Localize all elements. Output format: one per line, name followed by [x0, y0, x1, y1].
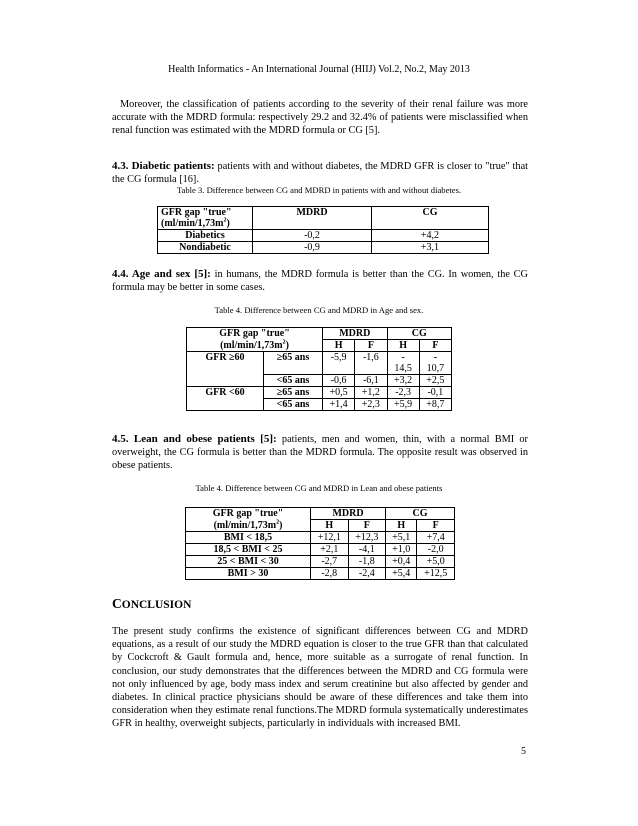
table-4b-cell: +12,5 [417, 568, 455, 580]
table-4-age: <65 ans [264, 399, 323, 411]
table-4-group [187, 399, 264, 411]
table-4b-cell: +12,3 [348, 532, 386, 544]
table-4-cell: +2,3 [355, 399, 387, 411]
table-4b-cg-f: F [417, 520, 455, 532]
table-4-mdrd-header: MDRD [323, 328, 388, 340]
table-4-cg-header: CG [387, 328, 452, 340]
table-row [187, 352, 452, 364]
table-4-cell: -5,9 [323, 352, 355, 375]
table-4b-mdrd-header: MDRD [311, 508, 386, 520]
table-4b-cg-header: CG [386, 508, 455, 520]
table-row [186, 532, 455, 544]
table-3-cg-header: CG [372, 207, 489, 230]
table-3-row-label: Nondiabetic [158, 242, 253, 254]
table-3-caption: Table 3. Difference between CG and MDRD in patients with and without diabetes. [176, 185, 462, 195]
table-4b-cell: -4,1 [348, 544, 386, 556]
table-row [186, 568, 455, 580]
table-4b-cell: -2,0 [417, 544, 455, 556]
table-3-cell: -0,2 [253, 230, 372, 242]
running-header: Health Informatics - An International Journal (HIIJ) Vol.2, No.2, May 2013 [168, 64, 470, 75]
table-4-group: GFR <60 [187, 387, 264, 399]
table-4-lean-obese [185, 507, 455, 580]
table-4b-row-label: 25 < BMI < 30 [186, 556, 311, 568]
section-4-5-paragraph [112, 433, 528, 473]
section-4-5-text: patients, men and women, thin, with a normal BMI or overweight, the CG formula is better than the MDRD formula. The opposite result was observed in obese patients. [112, 434, 528, 472]
table-4b-cell: +7,4 [417, 532, 455, 544]
table-4-age: ≥65 ans [264, 352, 323, 375]
table-4-cell: +2,5 [419, 375, 451, 387]
table-4b-cell: +2,1 [311, 544, 349, 556]
table-3-cell: -0,9 [253, 242, 372, 254]
table-row [187, 375, 452, 387]
table-4-group [187, 375, 264, 387]
table-row [158, 242, 489, 254]
table-4b-mdrd-h: H [311, 520, 349, 532]
table-4-header-line2: $(ml/\min/1,73m^2)$ [187, 340, 323, 352]
table-4-cell: +8,7 [419, 399, 451, 411]
table-4b-cell: -2,8 [311, 568, 349, 580]
table-4-age: ≥65 ans [264, 387, 323, 399]
table-4-cell: +1,2 [355, 387, 387, 399]
table-4b-header-line1: GFR gap "true" [186, 508, 311, 520]
table-3-cell: +3,1 [372, 242, 489, 254]
conclusion-paragraph: The present study confirms the existence of significant differences between CG and MDRD equations, as a result of our study the MDRD equation is closer to the true GFR than that calculated by Cockcroft & Gault formula and, hence, more suitable as a surrogate of renal function. In conclusion, our study demonstrates that the differences between the MDRD and CG formula were not only influenced by age, body mass index and serum creatinine but also affected by gender and diabetes. In clinical practice physicians should be aware of these differences and take them into consideration when they estimate renal functions.The MDRD formula systematically underestimates GFR in healthy, overweight subjects, particularly in individuals with increased BMI. [112, 626, 528, 730]
section-4-4-text: in humans, the MDRD formula is better than the CG. In women, the CG formula may be better in some cases. [112, 269, 528, 294]
section-4-4-heading: 4.4. Age and sex [5]: [112, 268, 211, 280]
table-4b-cell: +5,1 [386, 532, 417, 544]
table-4b-row-label: BMI > 30 [186, 568, 311, 580]
section-4-5-heading: 4.5. Lean and obese patients [5]: [112, 433, 277, 445]
table-4b-cell: +1,0 [386, 544, 417, 556]
table-4-cell: -0,6 [323, 375, 355, 387]
table-4-cell: -6,1 [355, 375, 387, 387]
table-4b-caption: Table 4. Difference between CG and MDRD in Lean and obese patients [195, 483, 443, 493]
intro-paragraph: Moreover, the classification of patients according to the severity of their renal failure was more accurate with the MDRD formula: respectively 29.2 and 32.4% of patients were misclassified when renal function was estimated with the MDRD formula or CG [5]. [112, 99, 528, 137]
section-4-3-heading: 4.3. Diabetic patients: [112, 160, 215, 172]
table-4-cell: 14,5 [387, 363, 419, 375]
table-row [158, 230, 489, 242]
table-4-group: GFR ≥60 [187, 352, 264, 375]
table-4-cell: -0,1 [419, 387, 451, 399]
table-4-caption: Table 4. Difference between CG and MDRD in Age and sex. [214, 305, 424, 315]
table-3-mdrd-header: MDRD [253, 207, 372, 230]
table-3-cell: +4,2 [372, 230, 489, 242]
table-4b-cg-h: H [386, 520, 417, 532]
table-4-header-line1: GFR gap "true" [187, 328, 323, 340]
section-4-4-paragraph [112, 268, 528, 294]
table-4-cell: +5,9 [387, 399, 419, 411]
table-4-cg-h: H [387, 340, 419, 352]
table-4-cell: -2,3 [387, 387, 419, 399]
table-4-age: <65 ans [264, 375, 323, 387]
table-4b-header-line2: $(ml/\min/1,73m^2)$ [186, 520, 311, 532]
table-4-cell: - [387, 352, 419, 364]
table-4-cell: +0,5 [323, 387, 355, 399]
table-row [186, 544, 455, 556]
section-4-3-text: patients with and without diabetes, the MDRD GFR is closer to "true" that the CG formula [16]. [112, 161, 528, 186]
table-4b-row-label: BMI < 18,5 [186, 532, 311, 544]
table-4b-cell: -2,7 [311, 556, 349, 568]
table-4-cell: 10,7 [419, 363, 451, 375]
table-3-row-label: Diabetics [158, 230, 253, 242]
table-row [186, 556, 455, 568]
table-row [187, 387, 452, 399]
table-4-mdrd-f: F [355, 340, 387, 352]
table-4-cg-f: F [419, 340, 451, 352]
table-4b-cell: +5,0 [417, 556, 455, 568]
table-4b-mdrd-f: F [348, 520, 386, 532]
table-4-age-sex [186, 327, 452, 411]
table-4-cell: - [419, 352, 451, 364]
table-4b-cell: -2,4 [348, 568, 386, 580]
table-row [187, 399, 452, 411]
table-4-cell: -1,6 [355, 352, 387, 375]
table-3 [157, 206, 489, 254]
table-3-col1-header: GFR gap "true" $(ml/\min/1,73m^2)$ [158, 207, 253, 230]
table-4-cell: +1,4 [323, 399, 355, 411]
table-4b-cell: -1,8 [348, 556, 386, 568]
table-4b-cell: +12,1 [311, 532, 349, 544]
section-4-3-paragraph [112, 160, 528, 186]
table-4b-cell: +0,4 [386, 556, 417, 568]
conclusion-heading: CONCLUSION [112, 596, 192, 611]
table-4-mdrd-h: H [323, 340, 355, 352]
table-4b-row-label: 18,5 < BMI < 25 [186, 544, 311, 556]
table-4b-cell: +5,4 [386, 568, 417, 580]
table-4-cell: +3,2 [387, 375, 419, 387]
page-number: 5 [521, 746, 526, 757]
